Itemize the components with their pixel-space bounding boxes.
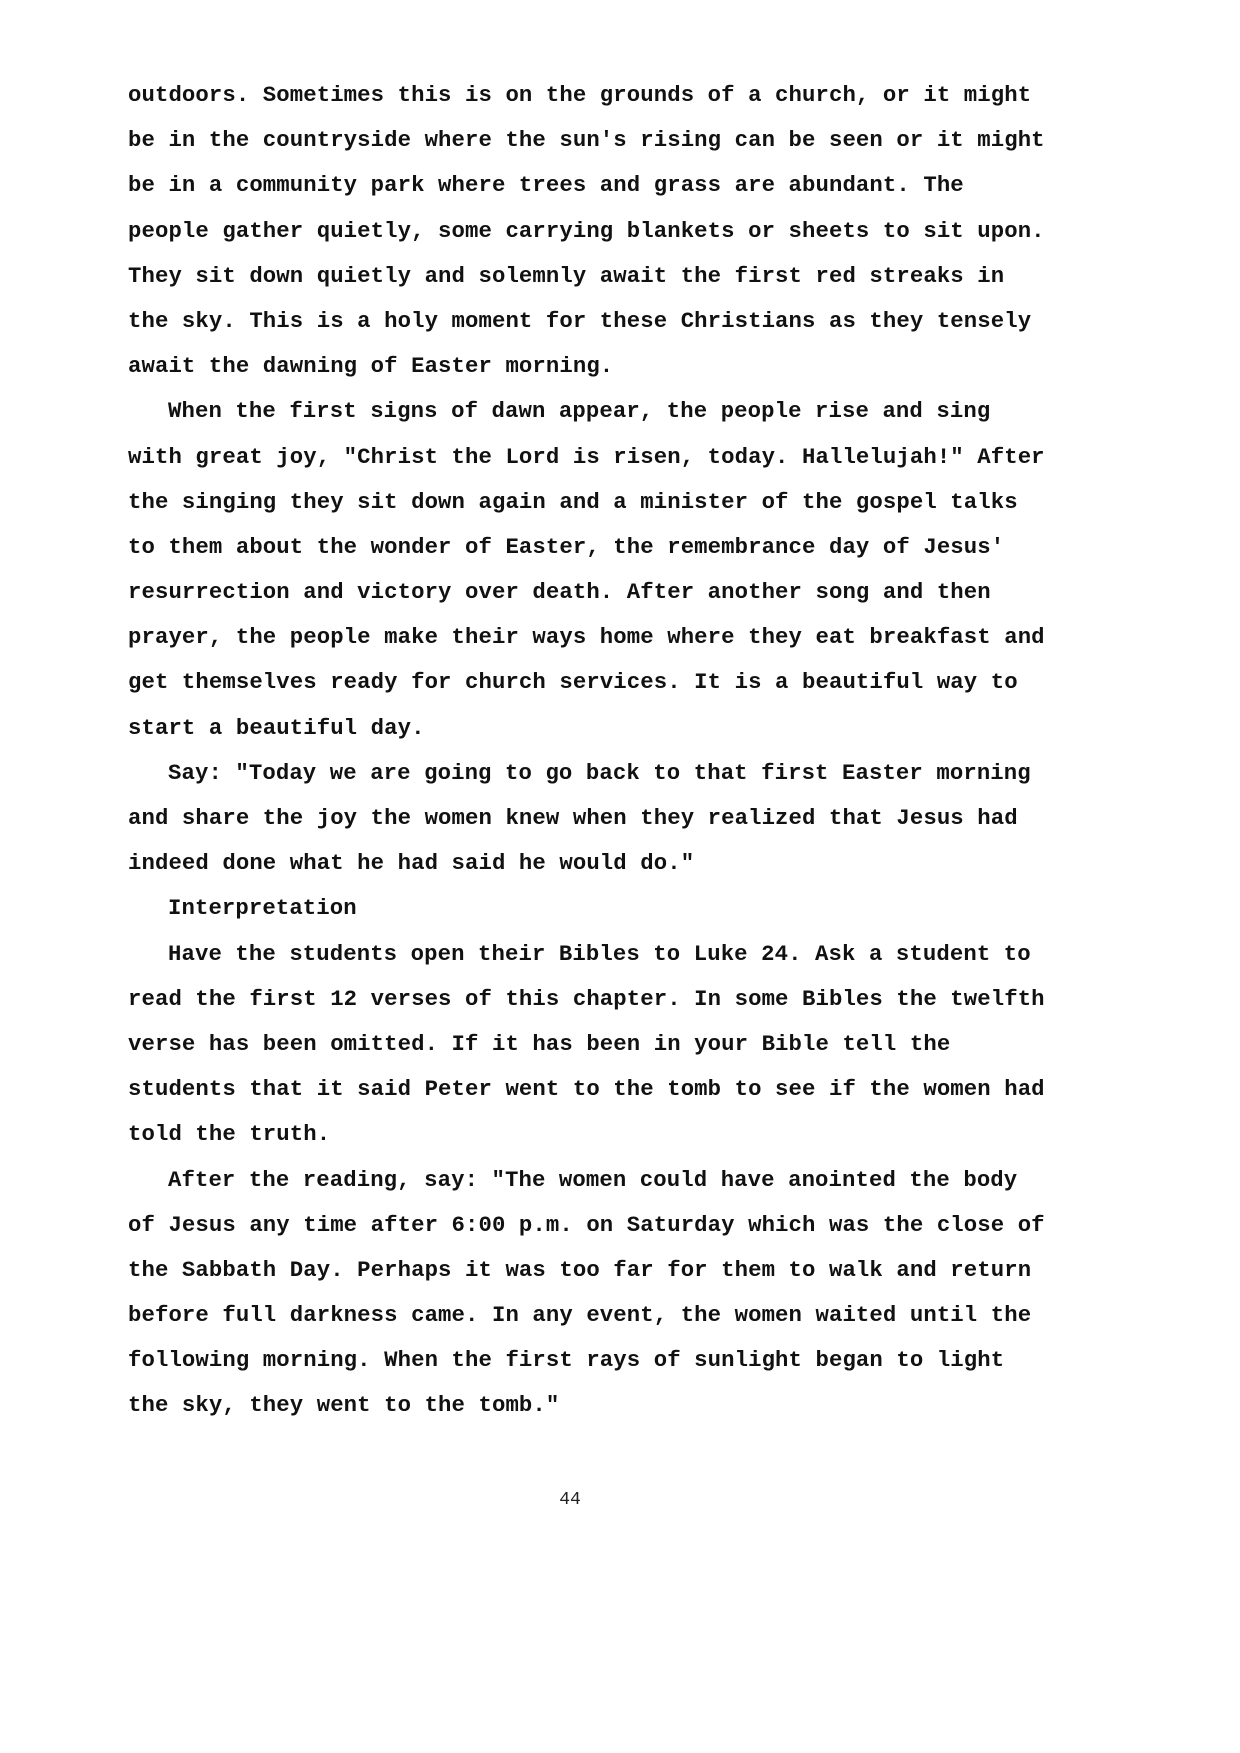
text-line: of Jesus any time after 6:00 p.m. on Saturday which was the close of xyxy=(128,1211,1045,1238)
text-line: Interpretation xyxy=(168,895,357,922)
text-line: with great joy, "Christ the Lord is risen, today. Hallelujah!" After xyxy=(128,443,1045,470)
paragraph xyxy=(128,78,1128,394)
text-line: start a beautiful day. xyxy=(128,714,425,741)
text-line: the singing they sit down again and a minister of the gospel talks xyxy=(128,488,1018,515)
text-line: indeed done what he had said he would do." xyxy=(128,850,695,877)
document-body xyxy=(128,78,1128,1434)
text-line: When the first signs of dawn appear, the people rise and sing xyxy=(168,398,991,425)
text-line: resurrection and victory over death. After another song and then xyxy=(128,579,991,606)
text-line: verse has been omitted. If it has been in your Bible tell the xyxy=(128,1030,951,1057)
text-line: told the truth. xyxy=(128,1121,331,1148)
paragraph xyxy=(128,394,1128,756)
text-line: and share the joy the women knew when they realized that Jesus had xyxy=(128,805,1018,831)
text-line: prayer, the people make their ways home where they eat breakfast and xyxy=(128,624,1045,651)
text-line: the sky, they went to the tomb." xyxy=(128,1392,560,1419)
text-line: After the reading, say: "The women could have anointed the body xyxy=(168,1166,1018,1193)
text-line: be in the countryside where the sun's rising can be seen or it might xyxy=(128,127,1045,154)
text-line: the sky. This is a holy moment for these Christians as they tensely xyxy=(128,307,1032,334)
text-line: Say: "Today we are going to go back to that first Easter morning xyxy=(168,759,1031,786)
text-line: Have the students open their Bibles to Luke 24. Ask a student to xyxy=(168,940,1031,967)
text-line: await the dawning of Easter morning. xyxy=(128,353,614,380)
text-line: following morning. When the first rays of sunlight began to light xyxy=(128,1347,1005,1374)
text-line: outdoors. Sometimes this is on the grounds of a church, or it might xyxy=(128,82,1032,108)
text-line: before full darkness came. In any event, the women waited until the xyxy=(128,1302,1032,1329)
paragraph xyxy=(128,756,1128,892)
paragraph xyxy=(128,937,1128,1163)
text-line: They sit down quietly and solemnly await the first red streaks in xyxy=(128,262,1005,289)
text-line: be in a community park where trees and grass are abundant. The xyxy=(128,172,964,199)
text-line: to them about the wonder of Easter, the remembrance day of Jesus' xyxy=(128,533,1005,560)
text-line: get themselves ready for church services. It is a beautiful way to xyxy=(128,669,1018,696)
text-line: people gather quietly, some carrying blankets or sheets to sit upon. xyxy=(128,217,1045,244)
text-line: read the first 12 verses of this chapter. In some Bibles the twelfth xyxy=(128,985,1045,1012)
text-line: students that it said Peter went to the tomb to see if the women had xyxy=(128,1076,1045,1103)
paragraph xyxy=(128,1163,1128,1434)
paragraph xyxy=(128,891,1128,936)
text-line: the Sabbath Day. Perhaps it was too far for them to walk and return xyxy=(128,1256,1032,1283)
page-number: 44 xyxy=(559,1490,581,1510)
